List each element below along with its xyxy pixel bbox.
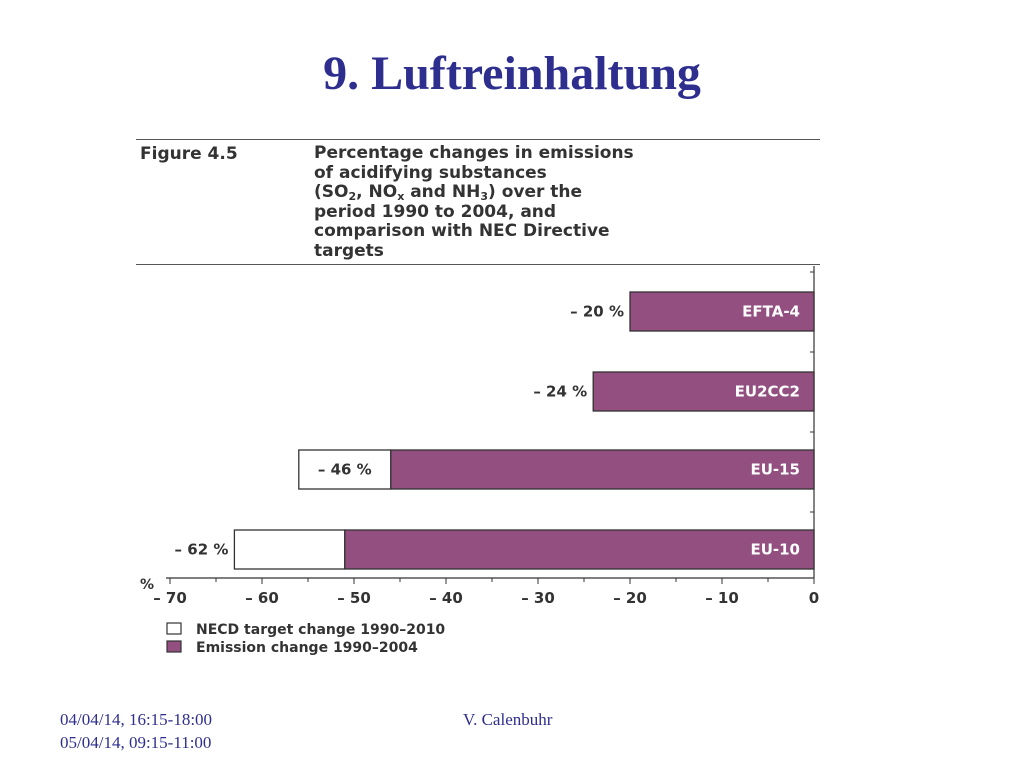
value-label: – 62 % xyxy=(174,540,229,559)
x-tick-label: – 10 xyxy=(705,589,739,607)
caption-line: comparison with NEC Directive xyxy=(314,221,610,241)
x-tick-label: – 50 xyxy=(337,589,371,607)
footer-date-2: 05/04/14, 09:15-11:00 xyxy=(60,733,212,752)
figure-rule-bottom xyxy=(136,264,820,265)
value-label: – 46 % xyxy=(317,460,372,479)
caption-line: ($SO_2$, $NO_x$ and $NH_3$) over the xyxy=(314,182,583,203)
figure-header xyxy=(136,139,820,266)
caption-line: targets xyxy=(314,240,384,261)
x-tick-label: – 70 xyxy=(153,589,187,607)
value-label: – 20 % xyxy=(570,302,624,321)
caption-line: period 1990 to 2004, and xyxy=(314,201,557,222)
footer-dates xyxy=(60,708,212,754)
x-tick-label: – 60 xyxy=(245,589,279,607)
caption-line: of acidifying substances xyxy=(314,162,547,183)
figure-caption xyxy=(314,144,814,261)
x-tick-label: 0 xyxy=(808,589,820,607)
bar-chart xyxy=(130,266,830,666)
footer-author: V. Calenbuhr xyxy=(463,710,553,729)
emission-bar xyxy=(345,530,814,569)
footer-date-1: 04/04/14, 16:15-18:00 xyxy=(60,710,213,729)
legend-swatch-target xyxy=(167,623,181,634)
legend-label-emission: Emission change 1990–2004 xyxy=(196,640,418,656)
legend-swatch-emission xyxy=(167,641,181,652)
target-bar xyxy=(234,530,344,569)
category-label: EFTA-4 xyxy=(742,302,800,321)
caption-line: Percentage changes in emissions xyxy=(314,143,634,163)
legend-label-target: NECD target change 1990–2010 xyxy=(196,622,446,638)
figure-rule-top xyxy=(136,139,820,140)
x-tick-label: – 20 xyxy=(613,589,647,607)
x-tick-label: – 40 xyxy=(429,589,463,607)
category-label: EU2CC2 xyxy=(734,382,800,401)
category-label: EU-10 xyxy=(750,540,800,559)
category-label: EU-15 xyxy=(750,460,800,479)
figure-label: Figure 4.5 xyxy=(140,144,238,164)
x-tick-label: – 30 xyxy=(521,589,555,607)
slide-title: 9. Luftreinhaltung xyxy=(323,47,701,100)
x-axis-label: % xyxy=(140,577,155,593)
value-label: – 24 % xyxy=(533,382,588,401)
